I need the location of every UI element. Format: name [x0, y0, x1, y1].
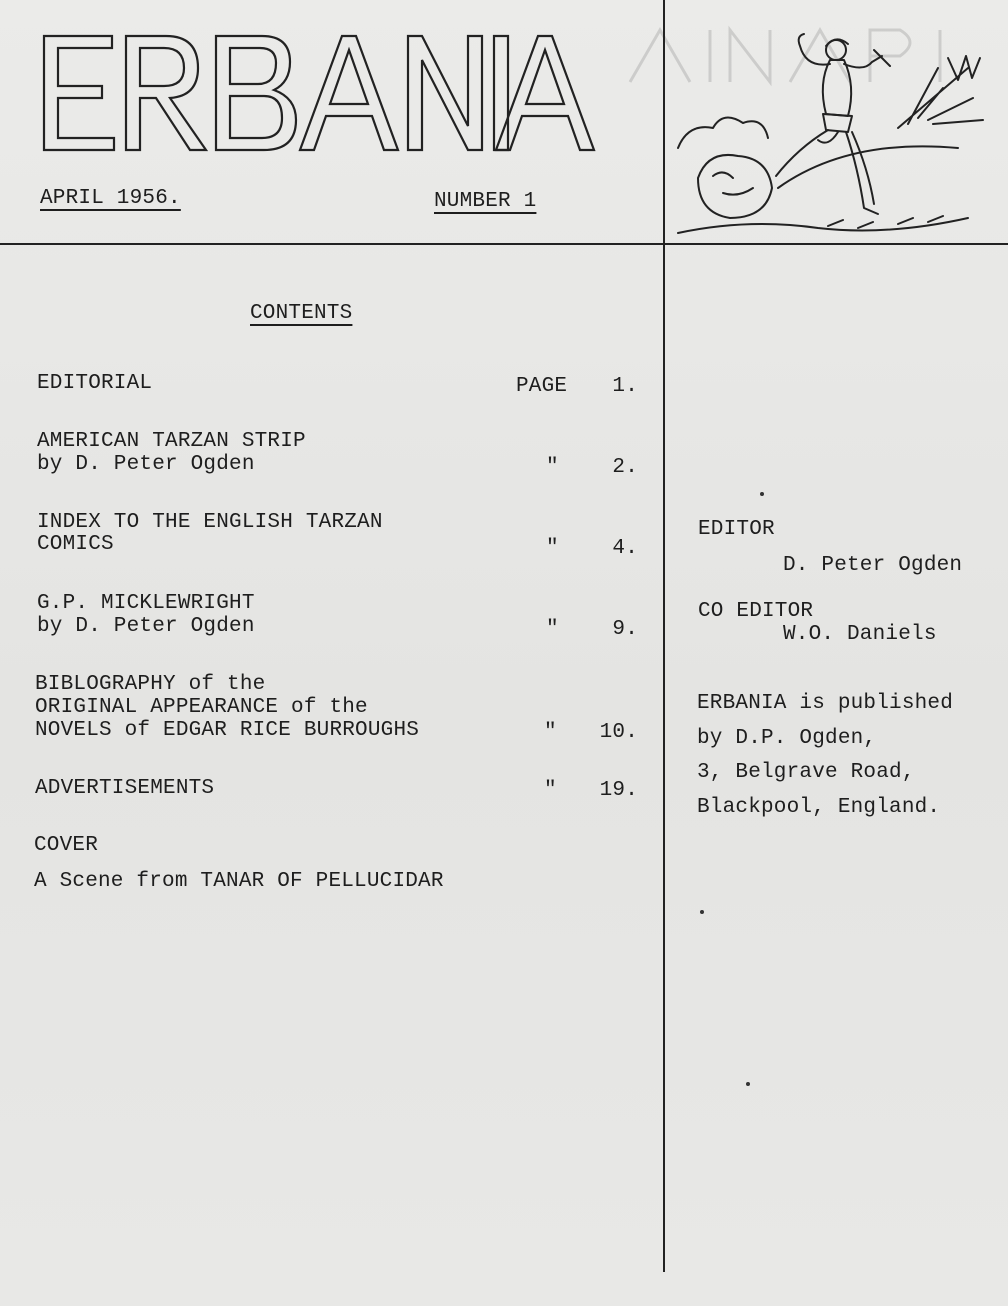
entry-title: BIBLOGRAPHY of the [35, 673, 266, 696]
entry-title: ADVERTISEMENTS [35, 777, 215, 800]
entry-page-number: 4. [612, 537, 638, 560]
entry-ditto-mark: " [546, 618, 559, 641]
paper-speck [746, 1082, 750, 1086]
publisher-line: by D.P. Ogden, [697, 727, 877, 750]
publisher-line: ERBANIA is published [697, 692, 954, 715]
co-editor-name: W.O. Daniels [783, 623, 937, 646]
issue-number: NUMBER 1 [434, 190, 537, 213]
co-editor-label: CO EDITOR [698, 600, 814, 623]
entry-subtitle: ORIGINAL APPEARANCE of the [35, 696, 368, 719]
vertical-rule [663, 0, 665, 1272]
horizontal-rule [0, 243, 1008, 245]
entry-subtitle: NOVELS of EDGAR RICE BURROUGHS [35, 719, 420, 742]
entry-subtitle: COMICS [37, 533, 114, 556]
issue-date: APRIL 1956. [40, 187, 181, 210]
paper-speck [760, 492, 764, 496]
contents-heading: CONTENTS [250, 302, 353, 325]
entry-page-number: 10. [599, 721, 638, 744]
entry-title: INDEX TO THE ENGLISH TARZAN [37, 511, 383, 534]
entry-ditto-mark: " [544, 721, 557, 744]
entry-page-number: 19. [599, 779, 638, 802]
entry-page-number: 1. [612, 375, 638, 398]
masthead-title [38, 30, 598, 154]
cover-label: COVER [34, 834, 99, 857]
editor-name: D. Peter Ogden [783, 554, 963, 577]
entry-ditto-mark: " [546, 537, 559, 560]
entry-page-number: 9. [612, 618, 638, 641]
entry-page-number: 2. [612, 456, 638, 479]
entry-subtitle: by D. Peter Ogden [37, 453, 255, 476]
editor-label: EDITOR [698, 518, 775, 541]
entry-title: AMERICAN TARZAN STRIP [37, 430, 306, 453]
entry-ditto-mark: " [546, 456, 559, 479]
tarzan-figure-icon [668, 28, 988, 238]
address-line: 3, Belgrave Road, [697, 761, 915, 784]
paper-speck [700, 910, 704, 914]
entry-subtitle: by D. Peter Ogden [37, 615, 255, 638]
entry-ditto-mark: " [544, 779, 557, 802]
entry-title: G.P. MICKLEWRIGHT [37, 592, 255, 615]
address-line: Blackpool, England. [697, 796, 941, 819]
entry-title: EDITORIAL [37, 372, 153, 395]
entry-page-label: PAGE [516, 375, 568, 398]
cover-description: A Scene from TANAR OF PELLUCIDAR [34, 870, 444, 893]
